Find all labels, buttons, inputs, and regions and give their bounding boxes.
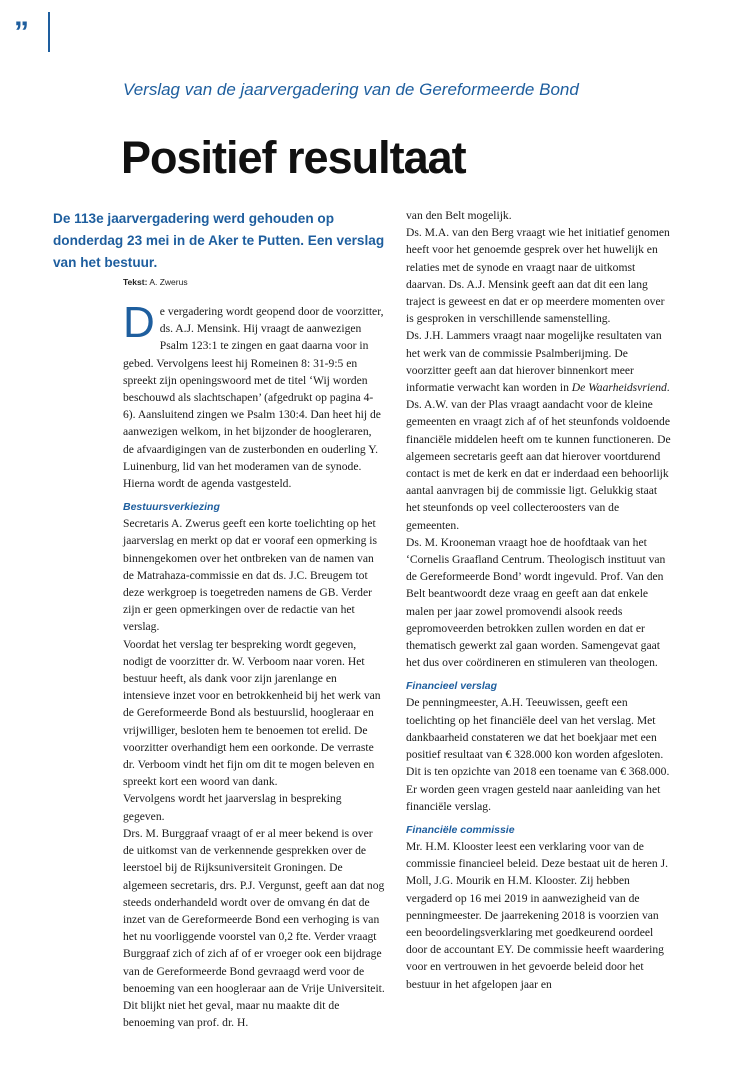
paragraph-text: Ds. J.H. Lammers vraagt naar mogelijke resultaten van het werk van de commissie Psalmberijming. De voorzitter geeft aan dat hierover binnenkort meer informatie verwacht kan worden in [406,329,662,395]
byline-author: A. Zwerus [149,277,188,287]
paragraph: De penningmeester, A.H. Teeuwissen, geeft een toelichting op het financiële deel van het verslag. Met dankbaarheid constateren we dat het boekjaar met een positief resultaat van € 328.000 kon worden afgesloten. Dit is ten opzichte van 2018 een toename van € 368.000. Er worden geen vragen gesteld naar aanleiding van het financiële verslag. [406,696,670,813]
intro-paragraph [123,298,385,492]
paragraph: Secretaris A. Zwerus geeft een korte toelichting op het jaarverslag en merkt op dat er vooraf een opmerking is binnengekomen over het ontbreken van de namen van de Matrahaza-commissie en dat ds. J.C. Breugem tot deze werkgroep is toegetreden namens de GB. Verder zijn er geen opmerkingen over de redactie van het verslag. [123,517,377,634]
page-title: Positief resultaat [121,132,466,183]
intro-text: e vergadering wordt geopend door de voorzitter, ds. A.J. Mensink. Hij vraagt de aanwezigen Psalm 123:1 te zingen en gaat daarna voor in gebed. Vervolgens leest hij Romeinen 8: 31-9:5 en spreekt zijn openingswoord met de titel ‘Wij worden beschouwd als slachtschapen’ (afgedrukt op pagina 4-6). Aansluitend zingen we Psalm 130:4. Dan heet hij de aanwezigen welkom, in het bijzonder de hoogleraren, de afvaardigingen van de zusterbonden en ouderling Y. Luinenburg, lid van het moderamen van de synode. Hierna wordt de agenda vastgesteld. [123,305,384,491]
paragraph [406,327,672,396]
paragraph: van den Belt mogelijk. [406,209,512,222]
byline-label: Tekst: [123,277,148,287]
byline [123,277,188,287]
drop-cap: D [123,298,155,347]
article-column-left [123,298,385,1031]
article-column-right [406,207,672,993]
paragraph: Vervolgens wordt het jaarverslag in bespreking gegeven. [123,792,342,823]
kicker: Verslag van de jaarvergadering van de Gereformeerde Bond [123,80,579,99]
paragraph: Ds. M.A. van den Berg vraagt wie het initiatief genomen heeft voor het genoemde gesprek over het huwelijk en relaties met de synode en vraagt naar de uitkomst daarvan. Ds. A.J. Mensink geeft aan dat dit een lang traject is geweest en dat er op meerdere momenten over is gesproken in verschillende samenstelling. [406,226,670,326]
paragraph: Drs. M. Burggraaf vraagt of er al meer bekend is over de uitkomst van de verkennende gesprekken over de leerstoel bij de Rijksuniversiteit Groningen. De algemeen secretaris, drs. P.J. Vergunst, geeft aan dat nog steeds onderhandeld wordt over de omvang én dat de inzet van de Gereformeerde Bond een verhoging is van het nu voorliggende voorstel van 0,2 fte. Verder vraagt Burggraaf zich of zich af of er vroeger ook een bijdrage van de Gereformeerde Bond gevraagd werd voor de benoeming van een hoogleraar aan de Vrije Universiteit. Dit blijkt niet het geval, maar nu maakte dit de benoeming van prof. dr. H. [123,826,385,1030]
section-heading-financiele-commissie: Financiële commissie [406,823,515,836]
paragraph-text: . [666,381,670,395]
accent-divider [48,12,50,52]
publication-title: De Waarheidsvriend [571,381,667,395]
lead-paragraph: De 113e jaarvergadering werd gehouden op donderdag 23 mei in de Aker te Putten. Een verslag van het bestuur. [53,211,385,270]
paragraph: Voordat het verslag ter bespreking wordt gegeven, nodigt de voorzitter dr. W. Verboom naar voren. Het bestuur heeft, als dank voor zijn jarenlange en intensieve inzet voor en betrokkenheid bij het werk van de Gereformeerde Bond als bestuurslid, hoogleraar en vrijwilliger, besloten hem te benoemen tot erelid. De voorzitter overhandigt hem een oorkonde. De verraste dr. Verboom vindt het fijn om dit te mogen beleven en spreekt kort een woord van dank. [123,637,381,789]
paragraph: Ds. M. Krooneman vraagt hoe de hoofdtaak van het ‘Cornelis Graafland Centrum. Theologisch instituut van de Gereformeerde Bond’ wordt ingevuld. Prof. Van den Belt beantwoordt deze vraag en geeft aan dat enkele malen per jaar zowel promovendi alsook reeds gepromoveerden betrokken zullen worden en dat er thematisch gewerkt zal gaan worden. Samengevat gaat het dus over coördineren en stimuleren van theologen. [406,535,666,670]
section-heading-financieel-verslag: Financieel verslag [406,680,498,693]
quote-mark-icon: ” [14,16,29,49]
paragraph: Ds. A.W. van der Plas vraagt aandacht voor de kleine gemeenten en vraagt zich af of het steunfonds voldoende financiële middelen heeft om te kunnen functioneren. De algemeen secretaris geeft aan dat hierover voortdurend contact is met de kerk en dat er inderdaad een behoorlijk aantal aanvragen bij de commissie ligt. Gelukkig staat het steunfonds op veel collecteroosters van de gemeenten. [406,398,671,532]
paragraph: Mr. H.M. Klooster leest een verklaring voor van de commissie financieel beleid. Deze bestaat uit de heren J. Moll, J.G. Mourik en H.M. Klooster. Zij hebben vergaderd op 16 mei 2019 in aanwezigheid van de penningmeester. De jaarrekening 2018 is voorzien van een beoordelingsverklaring met goedkeurend oordeel door de accountant EY. De commissie heeft waardering voor en vertrouwen in het gevoerde beleid door het bestuur in het afgelopen jaar en [406,839,669,991]
section-heading-bestuursverkiezing: Bestuursverkiezing [123,501,220,514]
